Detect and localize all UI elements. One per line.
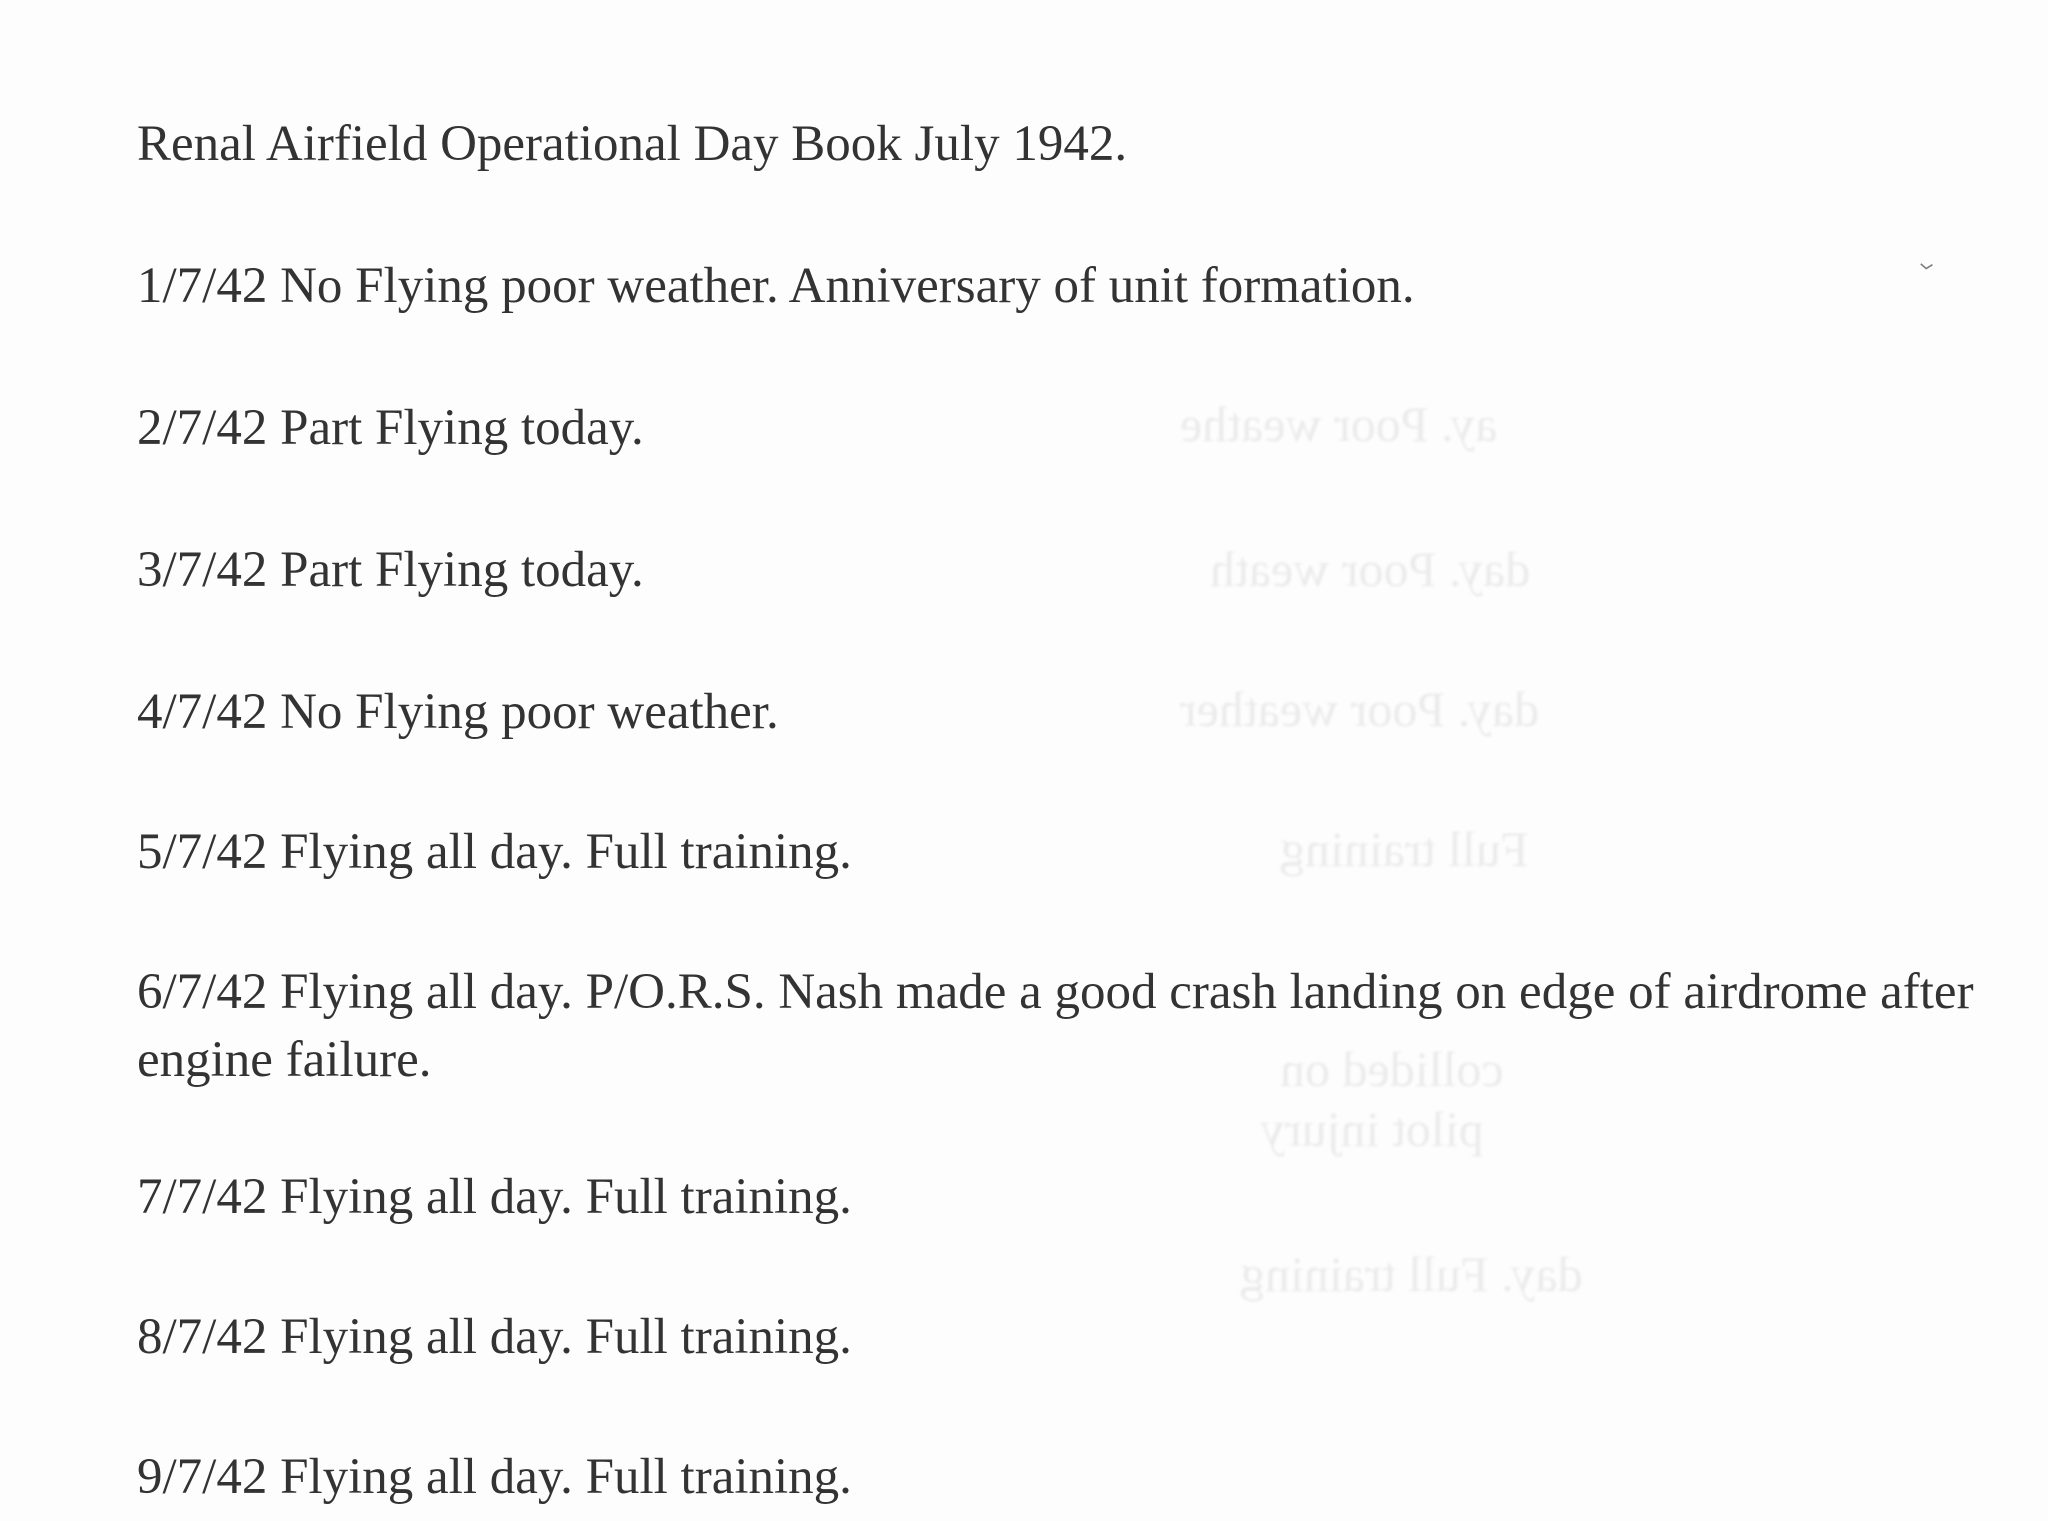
log-entry [137,1303,1977,1371]
entry-text: No Flying poor weather. [280,684,779,740]
log-entry [137,536,1977,604]
log-entry [137,394,1977,462]
entry-date: 3/7/42 [137,542,268,598]
entry-date: 9/7/42 [137,1449,268,1505]
show-through-text: pilot injury [1260,1101,1484,1157]
entry-date: 4/7/42 [137,684,268,740]
entry-text: Flying all day. Full training. [280,1309,852,1365]
show-through-text: day. Poor weath [1210,541,1531,597]
log-entry [137,252,1977,320]
entry-text: Flying all day. Full training. [280,1449,852,1505]
show-through-text: day. Full training [1240,1246,1583,1302]
show-through-text: day. Poor weather [1180,681,1540,737]
log-entry [137,1163,1977,1231]
show-through-text: Full training [1280,821,1529,877]
show-through-text: ay. Poor weathe [1180,396,1498,452]
log-entry [137,818,1977,886]
log-entry [137,958,1977,1094]
entry-date: 2/7/42 [137,400,268,456]
entry-text: Flying all day. Full training. [280,824,852,880]
entry-date: 1/7/42 [137,258,268,314]
log-entry [137,1443,1977,1511]
log-entry [137,678,1977,746]
show-through-text: collided on [1280,1041,1504,1097]
entry-text: Part Flying today. [280,400,644,456]
ink-speck-mark [1920,262,1934,272]
entry-date: 6/7/42 [137,964,268,1020]
entry-text: No Flying poor weather. Anniversary of unit formation. [280,258,1415,314]
entry-date: 7/7/42 [137,1169,268,1225]
document-title: Renal Airfield Operational Day Book July 1942. [137,116,1128,172]
entry-text: Flying all day. Full training. [280,1169,852,1225]
entry-date: 8/7/42 [137,1309,268,1365]
entry-text: Flying all day. P/O.R.S. Nash made a good crash landing on edge of airdrome after engine failure. [137,964,1974,1088]
entry-text: Part Flying today. [280,542,644,598]
entry-date: 5/7/42 [137,824,268,880]
